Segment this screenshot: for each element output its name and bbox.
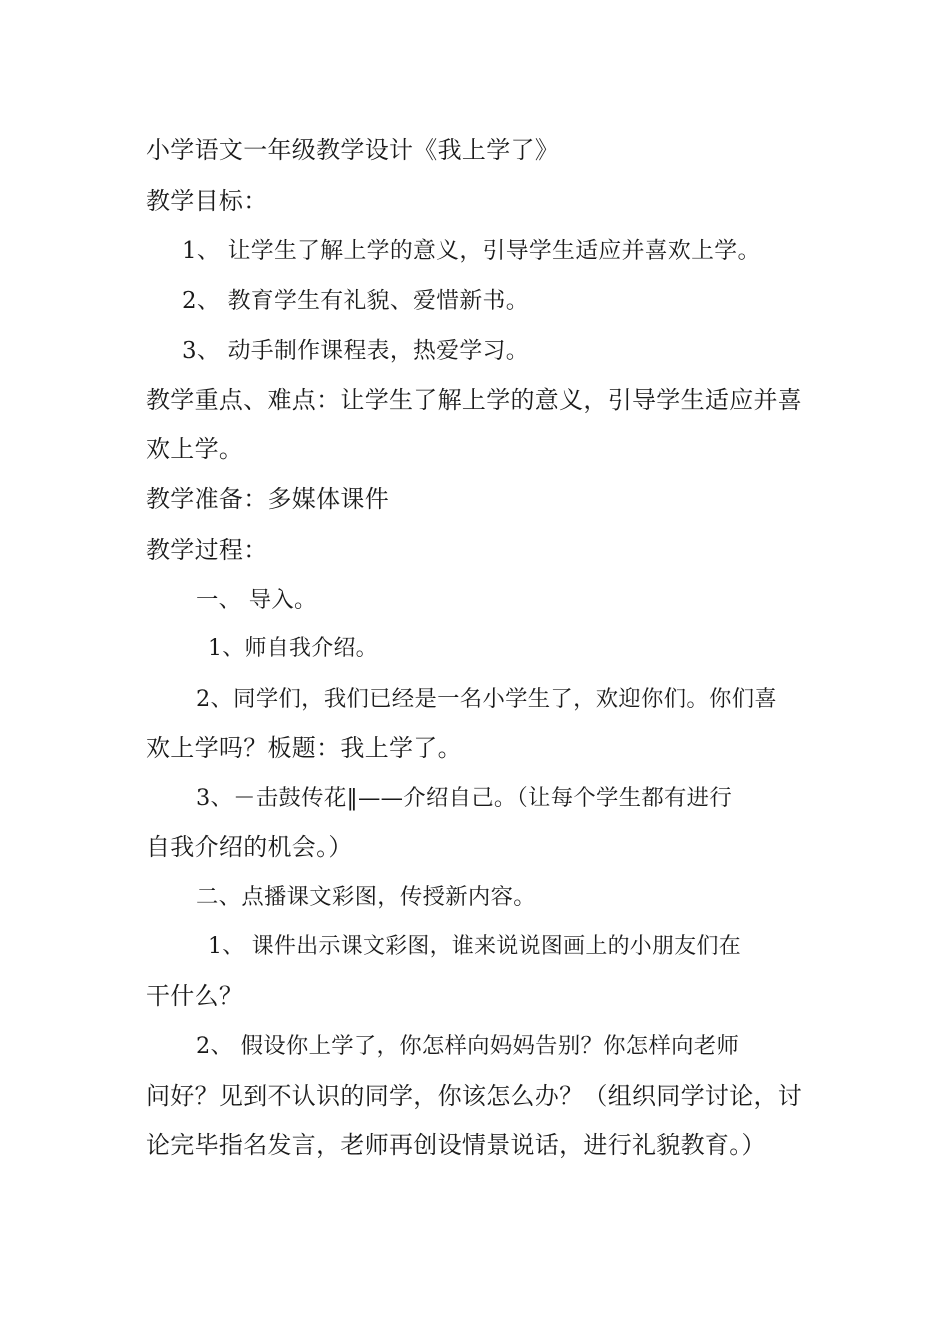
process-heading: 教学过程： [146,536,268,564]
list-item: 3、－击鼓传花‖——介绍自己。（让每个学生都有进行 [196,785,732,811]
section-heading: 二、点播课文彩图，传授新内容。 [196,884,536,910]
objective-item: 1、 让学生了解上学的意义，引导学生适应并喜欢上学。 [182,238,761,264]
objective-item: 3、 动手制作课程表，热爱学习。 [182,338,529,364]
list-item: 1、 课件出示课文彩图，谁来说说图画上的小朋友们在 [208,934,741,959]
preparation-line: 教学准备：多媒体课件 [146,485,389,513]
section-heading: 一、 导入。 [196,587,317,613]
key-points-line: 教学重点、难点：让学生了解上学的意义，引导学生适应并喜 [146,386,803,414]
key-points-line: 欢上学。 [146,435,244,463]
list-item: 2、 假设你上学了，你怎样向妈妈告别？你怎样向老师 [196,1033,740,1059]
list-item: 2、同学们，我们已经是一名小学生了，欢迎你们。你们喜 [196,686,778,712]
list-item-continuation: 欢上学吗？板题：我上学了。 [146,734,462,762]
document-title: 小学语文一年级教学设计《我上学了》 [146,136,560,164]
list-item-continuation: 论完毕指名发言，老师再创设情景说话，进行礼貌教育。） [146,1131,766,1159]
list-item: 1、师自我介绍。 [208,636,378,661]
list-item-continuation: 干什么？ [146,982,244,1010]
list-item-continuation: 自我介绍的机会。） [146,833,353,861]
objectives-heading: 教学目标： [146,187,268,215]
list-item-continuation: 问好？见到不认识的同学，你该怎么办？（组织同学讨论，讨 [146,1082,803,1110]
objective-item: 2、 教育学生有礼貌、爱惜新书。 [182,288,529,314]
